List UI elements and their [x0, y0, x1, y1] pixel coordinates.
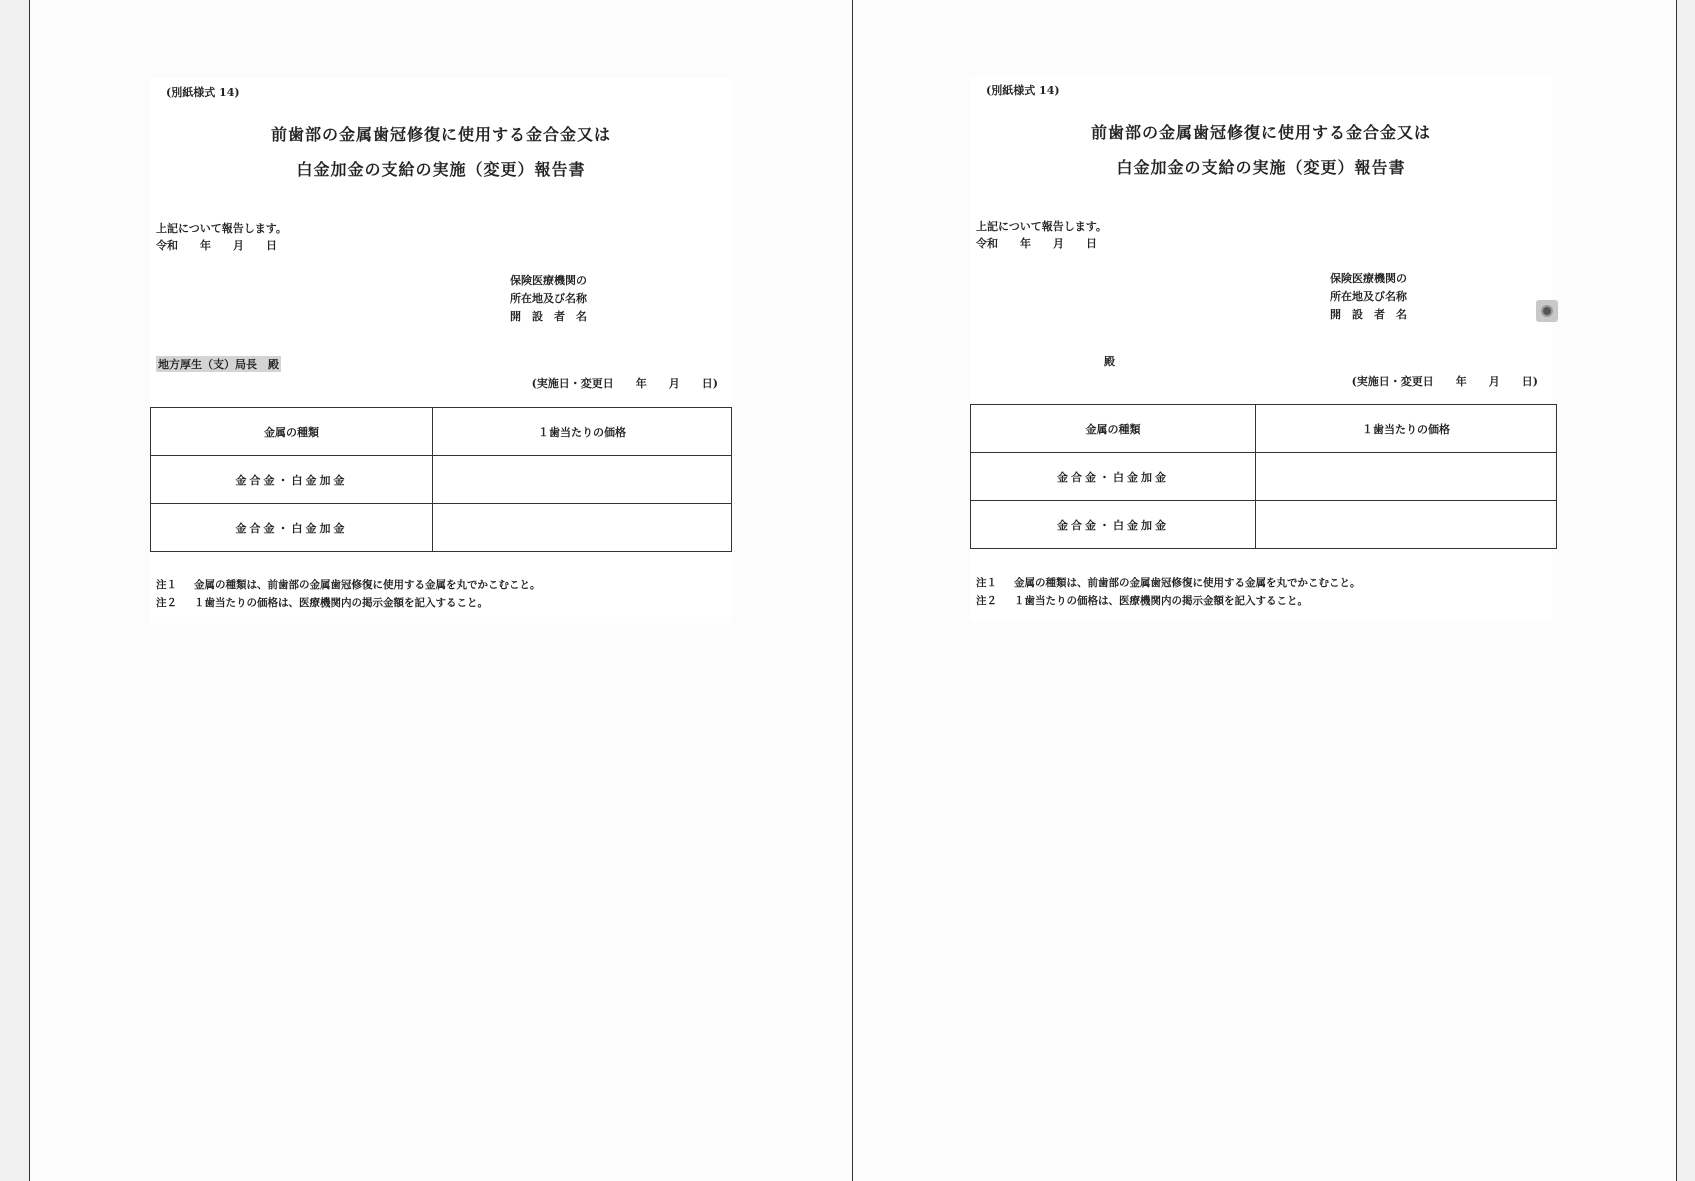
seal-icon [1536, 300, 1558, 322]
recipient-line: 殿 [1104, 355, 1115, 368]
header-metal-type: 金属の種類 [151, 408, 433, 456]
note-1 [156, 576, 541, 594]
table-row [151, 456, 732, 504]
form-number: (別紙様式 14) [986, 84, 1060, 97]
note-text: 金属の種類は、前歯部の金属歯冠修復に使用する金属を丸でかこむこと。 [1014, 577, 1361, 589]
price-cell [433, 504, 732, 552]
report-statement: 上記について報告します。 [156, 222, 287, 235]
header-price-per-tooth: １歯当たりの価格 [1256, 405, 1557, 453]
document-page-1 [29, 0, 854, 1181]
metal-type-cell: 金合金・白金加金 [151, 504, 433, 552]
metal-type-cell: 金合金・白金加金 [151, 456, 433, 504]
header-price-per-tooth: １歯当たりの価格 [433, 408, 732, 456]
note-label: 注２ [976, 595, 997, 607]
note-text: 金属の種類は、前歯部の金属歯冠修復に使用する金属を丸でかこむこと。 [194, 579, 541, 591]
report-statement: 上記について報告します。 [976, 220, 1107, 233]
notes-block [976, 574, 1361, 610]
metal-type-cell: 金合金・白金加金 [971, 501, 1256, 549]
implementation-date: (実施日・変更日 年 月 日) [531, 377, 718, 390]
note-1 [976, 574, 1361, 592]
address-label-founder: 開 設 者 名 [510, 310, 587, 323]
metal-type-cell: 金合金・白金加金 [971, 453, 1256, 501]
notes-block [156, 576, 541, 612]
address-label-location: 所在地及び名称 [510, 292, 587, 305]
note-text: １歯当たりの価格は、医療機関内の掲示金額を記入すること。 [194, 597, 488, 609]
table-header-row [151, 408, 732, 456]
recipient-line: 地方厚生（支）局長 殿 [158, 358, 279, 371]
header-metal-type: 金属の種類 [971, 405, 1256, 453]
document-page-2 [852, 0, 1677, 1181]
note-2 [976, 592, 1361, 610]
metal-price-table [150, 407, 732, 552]
address-label-location: 所在地及び名称 [1330, 290, 1407, 303]
price-cell [1256, 501, 1557, 549]
table-row [971, 453, 1557, 501]
address-label-founder: 開 設 者 名 [1330, 308, 1407, 321]
price-cell [433, 456, 732, 504]
implementation-date: (実施日・変更日 年 月 日) [1351, 375, 1538, 388]
report-date: 令和 年 月 日 [976, 237, 1097, 250]
price-cell [1256, 453, 1557, 501]
table-row [971, 501, 1557, 549]
address-label-institution: 保険医療機関の [510, 274, 587, 287]
note-label: 注１ [156, 579, 177, 591]
metal-price-table [970, 404, 1557, 549]
note-text: １歯当たりの価格は、医療機関内の掲示金額を記入すること。 [1014, 595, 1308, 607]
institution-address-block [510, 272, 587, 326]
form-title-line-2: 白金加金の支給の実施（変更）報告書 [296, 160, 586, 179]
address-label-institution: 保険医療機関の [1330, 272, 1407, 285]
note-label: 注２ [156, 597, 177, 609]
form-sheet [150, 78, 732, 623]
note-2 [156, 594, 541, 612]
institution-address-block [1330, 270, 1407, 324]
table-header-row [971, 405, 1557, 453]
form-sheet [970, 76, 1552, 621]
form-title-line-2: 白金加金の支給の実施（変更）報告書 [1116, 158, 1406, 177]
report-date: 令和 年 月 日 [156, 239, 277, 252]
note-label: 注１ [976, 577, 997, 589]
form-title-line-1: 前歯部の金属歯冠修復に使用する金合金又は [270, 125, 611, 144]
form-number: (別紙様式 14) [166, 86, 240, 99]
form-title-line-1: 前歯部の金属歯冠修復に使用する金合金又は [1090, 123, 1431, 142]
table-row [151, 504, 732, 552]
